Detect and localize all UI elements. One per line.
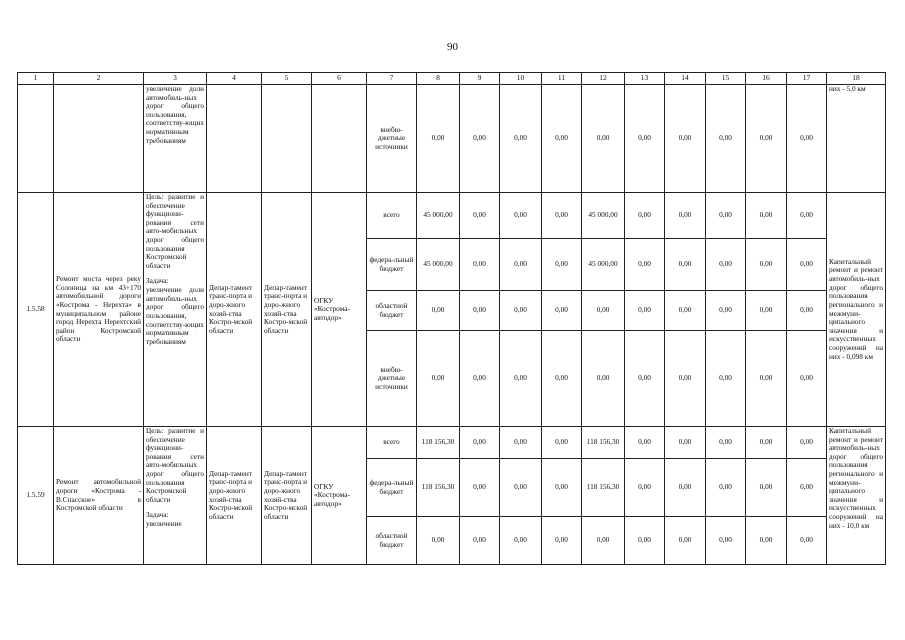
program-table	[17, 72, 886, 565]
value-cell: 0,00	[500, 459, 542, 517]
col-header: 4	[207, 73, 262, 85]
value-cell: 0,00	[706, 331, 746, 427]
value-cell: 0,00	[417, 517, 460, 565]
col-header: 15	[706, 73, 746, 85]
funding-source: федера-льный бюджет	[367, 239, 417, 291]
table-row	[18, 427, 886, 459]
value-cell: 0,00	[746, 331, 787, 427]
col-header: 7	[367, 73, 417, 85]
value-cell: 0,00	[460, 517, 500, 565]
value-cell: 0,00	[460, 331, 500, 427]
col-header: 16	[746, 73, 787, 85]
value-cell: 0,00	[582, 517, 625, 565]
col-header: 10	[500, 73, 542, 85]
value-cell: 0,00	[746, 517, 787, 565]
value-cell: 0,00	[460, 427, 500, 459]
value-cell: 0,00	[542, 239, 582, 291]
value-cell: 0,00	[787, 85, 827, 193]
col-header: 18	[827, 73, 886, 85]
col-header: 6	[312, 73, 367, 85]
value-cell: 0,00	[746, 239, 787, 291]
funding-source: областной бюджет	[367, 291, 417, 331]
value-cell: 118 156,30	[417, 427, 460, 459]
value-cell: 0,00	[625, 85, 665, 193]
col-header: 17	[787, 73, 827, 85]
value-cell: 0,00	[542, 427, 582, 459]
contractor: ОГКУ «Кострома-автодор»	[312, 193, 367, 427]
value-cell: 0,00	[542, 517, 582, 565]
value-cell: 0,00	[665, 291, 706, 331]
value-cell: 0,00	[625, 193, 665, 239]
value-cell: 0,00	[706, 291, 746, 331]
funding-source: федера-льный бюджет	[367, 459, 417, 517]
value-cell: 45 000,00	[582, 239, 625, 291]
value-cell: 0,00	[665, 193, 706, 239]
table-row	[18, 193, 886, 239]
task-text: Задача: увеличение доли автомобиль-ных дорог общего пользования, соответству-ющих нормативным требованиям	[146, 276, 204, 346]
value-cell: 0,00	[625, 517, 665, 565]
funding-source: внебю-джетные источники	[367, 85, 417, 193]
responsible-executor: Депар-тамент транс-порта и доро-жного хозяй-ства Костро-мской области	[207, 427, 262, 565]
contractor: ОГКУ «Кострома-автодор»	[312, 427, 367, 565]
value-cell: 0,00	[787, 427, 827, 459]
value-cell: 0,00	[706, 193, 746, 239]
value-cell: 0,00	[625, 239, 665, 291]
result-text: Капитальный ремонт и ремонт автомобиль-ных дорог общего пользования регионального и межмуни-ципального значения и искусственных сооружений на них - 0,098 км	[827, 193, 886, 427]
value-cell: 0,00	[582, 291, 625, 331]
goal-text: Цель: развитие и обеспечение функциони-рования сети авто-мобильных дорог общего пользования Костромской области	[146, 426, 204, 504]
value-cell: 118 156,30	[582, 459, 625, 517]
value-cell: 0,00	[625, 427, 665, 459]
goal-text: Цель: развитие и обеспечение функциони-рования сети авто-мобильных дорог общего пользования Костромской области	[146, 192, 204, 270]
value-cell: 118 156,30	[417, 459, 460, 517]
value-cell: 0,00	[787, 193, 827, 239]
value-cell: 0,00	[500, 85, 542, 193]
task-text: увеличение доли автомобиль-ных дорог общего пользования, соответству-ющих нормативным требованиям	[144, 85, 207, 193]
value-cell: 0,00	[706, 459, 746, 517]
col-header: 8	[417, 73, 460, 85]
value-cell: 0,00	[625, 291, 665, 331]
item-number: 1.5.58	[18, 193, 54, 427]
col-header: 12	[582, 73, 625, 85]
result-text: них - 5,0 км	[827, 85, 886, 193]
value-cell: 45 000,00	[417, 193, 460, 239]
responsible-executor: Депар-тамент транс-порта и доро-жного хозяй-ства Костро-мской области	[207, 193, 262, 427]
item-name: Ремонт автомобильной дороги «Кострома - В.Спасское» в Костромской области	[54, 427, 144, 565]
value-cell: 45 000,00	[417, 239, 460, 291]
value-cell: 0,00	[746, 291, 787, 331]
value-cell: 0,00	[746, 193, 787, 239]
value-cell: 0,00	[460, 85, 500, 193]
item-number: 1.5.59	[18, 427, 54, 565]
value-cell: 0,00	[500, 331, 542, 427]
value-cell: 0,00	[582, 85, 625, 193]
value-cell: 0,00	[625, 459, 665, 517]
value-cell: 0,00	[500, 291, 542, 331]
value-cell: 0,00	[542, 291, 582, 331]
funding-source: всего	[367, 193, 417, 239]
value-cell: 0,00	[665, 331, 706, 427]
task-text: Задача: увеличение	[146, 510, 182, 529]
goal-task	[144, 193, 207, 427]
col-header: 13	[625, 73, 665, 85]
value-cell: 0,00	[706, 517, 746, 565]
value-cell: 0,00	[665, 85, 706, 193]
value-cell: 0,00	[542, 193, 582, 239]
value-cell: 0,00	[417, 291, 460, 331]
value-cell: 0,00	[582, 331, 625, 427]
funding-source: всего	[367, 427, 417, 459]
col-header: 5	[262, 73, 312, 85]
value-cell: 0,00	[787, 517, 827, 565]
value-cell: 0,00	[542, 459, 582, 517]
page-number: 90	[447, 41, 458, 53]
value-cell: 0,00	[417, 85, 460, 193]
value-cell: 118 156,30	[582, 427, 625, 459]
value-cell: 0,00	[665, 517, 706, 565]
value-cell: 0,00	[500, 427, 542, 459]
value-cell: 0,00	[500, 517, 542, 565]
customer: Депар-тамент транс-порта и доро-жного хозяй-ства Костро-мской области	[262, 193, 312, 427]
value-cell: 45 000,00	[582, 193, 625, 239]
funding-source: внебю-джетные источники	[367, 331, 417, 427]
value-cell: 0,00	[787, 291, 827, 331]
value-cell: 0,00	[500, 239, 542, 291]
header-row	[18, 73, 886, 85]
col-header: 11	[542, 73, 582, 85]
value-cell: 0,00	[746, 459, 787, 517]
value-cell: 0,00	[706, 85, 746, 193]
value-cell: 0,00	[625, 331, 665, 427]
value-cell: 0,00	[417, 331, 460, 427]
col-header: 2	[54, 73, 144, 85]
value-cell: 0,00	[746, 85, 787, 193]
value-cell: 0,00	[665, 239, 706, 291]
value-cell: 0,00	[787, 459, 827, 517]
customer: Депар-тамент транс-порта и доро-жного хозяй-ства Костро-мской области	[262, 427, 312, 565]
value-cell: 0,00	[542, 85, 582, 193]
col-header: 1	[18, 73, 54, 85]
value-cell: 0,00	[787, 331, 827, 427]
value-cell: 0,00	[706, 239, 746, 291]
goal-task	[144, 427, 207, 565]
value-cell: 0,00	[460, 459, 500, 517]
col-header: 3	[144, 73, 207, 85]
col-header: 9	[460, 73, 500, 85]
col-header: 14	[665, 73, 706, 85]
value-cell: 0,00	[460, 193, 500, 239]
funding-source: областной бюджет	[367, 517, 417, 565]
value-cell: 0,00	[460, 239, 500, 291]
value-cell: 0,00	[460, 291, 500, 331]
table-row	[18, 85, 886, 193]
value-cell: 0,00	[665, 427, 706, 459]
item-name: Ремонт моста через реку Солоница на км 43+170 автомобильной дороги «Кострома - Нерехта» в муниципальном районе город Нерехта Нерехтский район Костромской области	[54, 193, 144, 427]
result-text: Капитальный ремонт и ремонт автомобиль-ных дорог общего пользования регионального и межмуни-ципального значения и искусственных сооружений на них - 10,0 км	[827, 427, 886, 565]
value-cell: 0,00	[706, 427, 746, 459]
value-cell: 0,00	[787, 239, 827, 291]
value-cell: 0,00	[542, 331, 582, 427]
value-cell: 0,00	[746, 427, 787, 459]
value-cell: 0,00	[500, 193, 542, 239]
value-cell: 0,00	[665, 459, 706, 517]
